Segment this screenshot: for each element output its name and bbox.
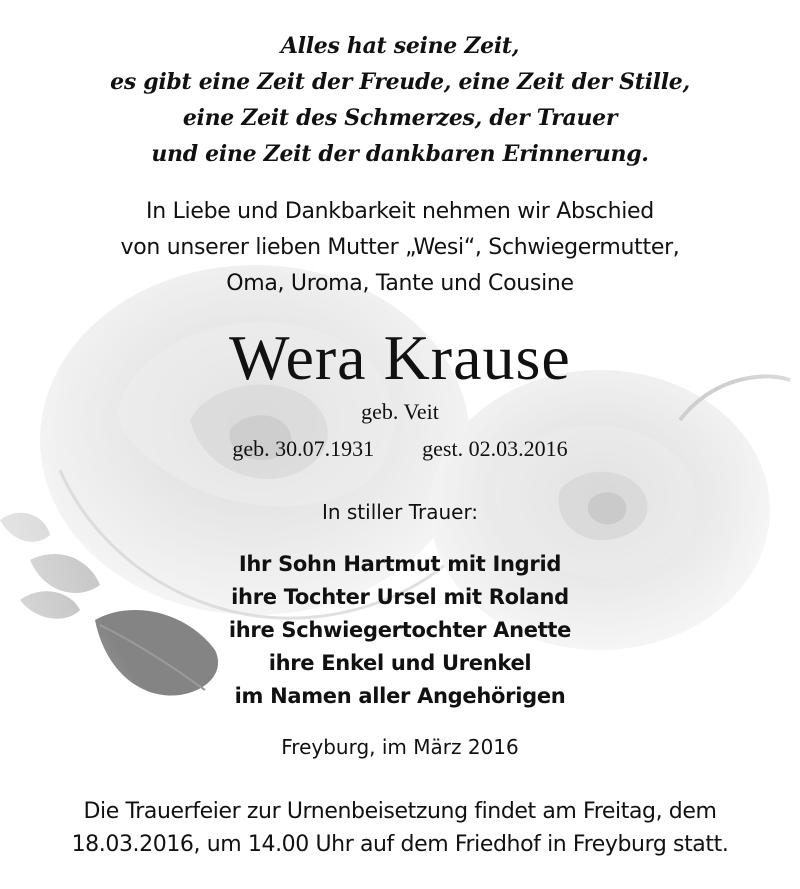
intro-line: Oma, Uroma, Tante und Cousine xyxy=(226,271,574,296)
intro-text xyxy=(0,194,800,302)
motto-line: eine Zeit des Schmerzes, der Trauer xyxy=(182,105,618,131)
life-dates xyxy=(0,434,800,464)
mourning-heading: In stiller Trauer: xyxy=(321,500,479,524)
family-member-line: ihre Schwiegertochter Anette xyxy=(228,618,572,642)
family-list xyxy=(0,548,800,713)
motto-line: es gibt eine Zeit der Freude, eine Zeit der Stille, xyxy=(110,69,690,95)
motto-line: Alles hat seine Zeit, xyxy=(280,33,520,59)
family-member-line: ihre Tochter Ursel mit Roland xyxy=(231,585,569,609)
birth-date: geb. 30.07.1931 xyxy=(232,436,375,461)
family-member-line: ihre Enkel und Urenkel xyxy=(268,651,532,675)
death-date: gest. 02.03.2016 xyxy=(422,436,568,461)
funeral-line: Die Trauerfeier zur Urnenbeisetzung findet am Freitag, dem xyxy=(83,799,717,824)
intro-line: In Liebe und Dankbarkeit nehmen wir Abschied xyxy=(146,199,654,224)
funeral-info xyxy=(0,795,800,861)
place-date: Freyburg, im März 2016 xyxy=(281,735,519,759)
motto-line: und eine Zeit der dankbaren Erinnerung. xyxy=(151,141,649,167)
family-member-line: Ihr Sohn Hartmut mit Ingrid xyxy=(238,552,562,576)
maiden-name: geb. Veit xyxy=(361,399,439,424)
family-member-line: im Namen aller Angehörigen xyxy=(234,684,566,708)
intro-line: von unserer lieben Mutter „Wesi“, Schwiegermutter, xyxy=(120,235,680,260)
deceased-name: Wera Krause xyxy=(229,322,571,393)
motto-verse xyxy=(0,28,800,172)
funeral-line: 18.03.2016, um 14.00 Uhr auf dem Friedhof in Freyburg statt. xyxy=(71,832,729,857)
